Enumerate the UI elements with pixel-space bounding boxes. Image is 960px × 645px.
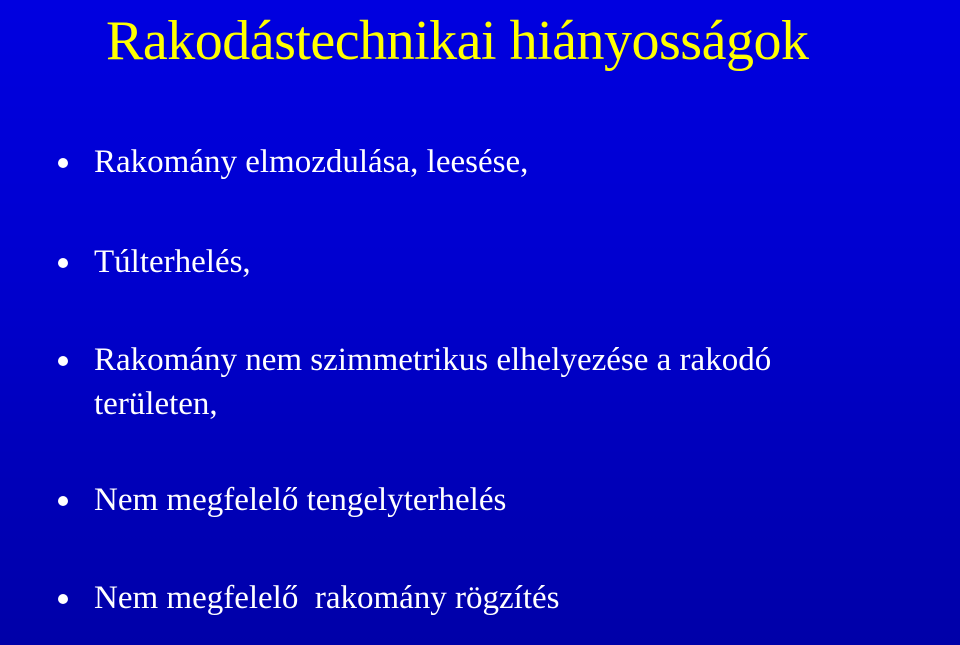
bullet-text: Nem megfelelő rakomány rögzítés [94, 580, 560, 616]
bullet-text: Rakomány elmozdulása, leesése, [94, 144, 529, 180]
bullet-dot-icon [58, 258, 68, 268]
bullet-item [94, 576, 934, 620]
bullet-dot-icon [58, 356, 68, 366]
bullet-dot-icon [58, 594, 68, 604]
bullet-item [94, 478, 934, 522]
bullet-item [94, 338, 934, 426]
bullet-dot-icon [58, 158, 68, 168]
bullet-item [94, 140, 934, 184]
bullet-dot-icon [58, 496, 68, 506]
bullet-text: Túlterhelés, [94, 244, 251, 280]
bullet-item [94, 240, 934, 284]
slide-title: Rakodástechnikai hiányosságok [106, 10, 809, 72]
bullet-text: Rakomány nem szimmetrikus elhelyezése a rakodó területen, [94, 342, 772, 422]
bullet-text: Nem megfelelő tengelyterhelés [94, 482, 507, 518]
